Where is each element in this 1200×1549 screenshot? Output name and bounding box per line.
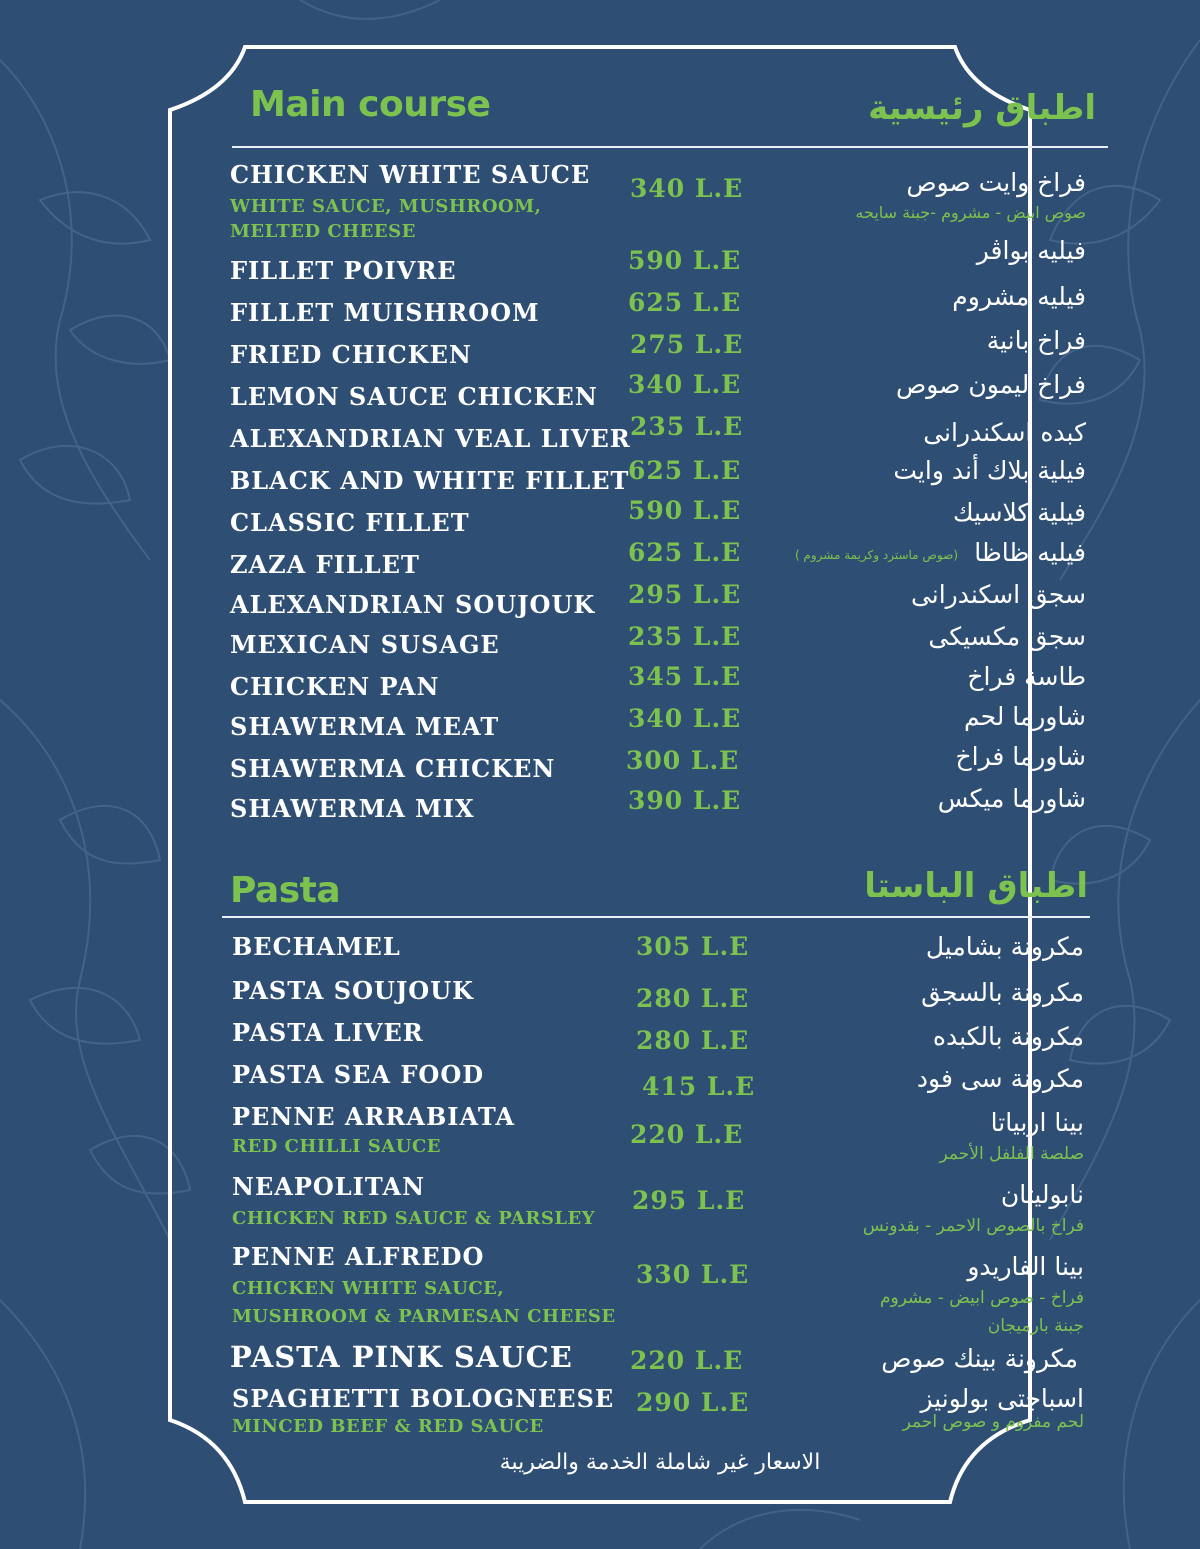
- item-name-en: CLASSIC FILLET: [230, 508, 470, 537]
- item-price: 625 L.E: [628, 538, 742, 567]
- item-name-ar: بينا الفاريدو: [967, 1252, 1084, 1281]
- item-name-en: PASTA LIVER: [232, 1018, 424, 1047]
- item-name-en: CHICKEN PAN: [230, 672, 440, 701]
- pasta-divider: [222, 916, 1090, 918]
- item-name-en: ZAZA FILLET: [230, 550, 420, 579]
- item-name-en: PENNE ALFREDO: [232, 1242, 485, 1271]
- item-name-ar: طاسة فراخ: [967, 662, 1086, 691]
- item-name-ar: مكرونة سى فود: [916, 1064, 1084, 1093]
- item-name-ar: مكرونة بالسجق: [921, 978, 1084, 1007]
- item-desc-ar: صوص ابيض - مشروم -جبنة سايحه: [855, 203, 1086, 222]
- item-price: 340 L.E: [628, 370, 742, 399]
- item-desc-ar: صلصة الفلفل الأحمر: [939, 1144, 1084, 1164]
- item-desc-ar: لحم مفروم و صوص احمر: [902, 1412, 1084, 1432]
- item-name-ar: مكرونة بشاميل: [925, 932, 1084, 961]
- item-price: 235 L.E: [628, 622, 742, 651]
- item-name-ar: شاورما ميكس: [937, 784, 1086, 813]
- item-name-en: ALEXANDRIAN SOUJOUK: [230, 590, 596, 619]
- item-name-ar: مكرونة بينك صوص: [881, 1344, 1078, 1373]
- item-price: 295 L.E: [632, 1186, 746, 1215]
- item-price: 345 L.E: [628, 662, 742, 691]
- item-desc-en: WHITE SAUCE, MUSHROOM,: [230, 196, 542, 217]
- item-name-ar: سجق مكسيكى: [928, 622, 1086, 651]
- item-price: 390 L.E: [628, 786, 742, 815]
- item-desc-en: MELTED CHEESE: [230, 221, 416, 242]
- item-note-ar: (صوص ماسترد وكريمة مشروم ): [794, 548, 958, 562]
- item-name-ar: نابوليتان: [1000, 1180, 1084, 1209]
- item-name-ar: بينا اربياتا: [990, 1108, 1084, 1137]
- item-name-ar: فيلية بلاك أند وايت: [893, 456, 1086, 485]
- main-course-divider: [232, 146, 1108, 148]
- item-name-ar: شاورما لحم: [963, 702, 1086, 731]
- item-name-en: SHAWERMA CHICKEN: [230, 754, 556, 783]
- item-name-en: FILLET MUISHROOM: [230, 298, 540, 327]
- item-price: 340 L.E: [628, 704, 742, 733]
- item-desc-ar: جبنة بارميجان: [987, 1316, 1084, 1336]
- item-price: 340 L.E: [630, 174, 744, 203]
- item-desc-ar: فراخ بالصوص الاحمر - بقدونس: [862, 1216, 1084, 1236]
- item-desc-en: MUSHROOM & PARMESAN CHEESE: [232, 1306, 616, 1327]
- item-name-ar: كبده اسكندرانى: [923, 418, 1086, 447]
- item-name-ar: مكرونة بالكبده: [932, 1022, 1084, 1051]
- item-price: 625 L.E: [628, 288, 742, 317]
- item-name-en: PASTA PINK SAUCE: [230, 1340, 573, 1374]
- item-name-ar: فيليه بواڤر: [976, 236, 1086, 265]
- item-price: 330 L.E: [636, 1260, 750, 1289]
- item-price: 280 L.E: [636, 1026, 750, 1055]
- item-name-en: MEXICAN SUSAGE: [230, 630, 500, 659]
- item-price: 235 L.E: [630, 412, 744, 441]
- item-desc-en: MINCED BEEF & RED SAUCE: [232, 1416, 544, 1437]
- item-name-en: LEMON SAUCE CHICKEN: [230, 382, 598, 411]
- pasta-title-en: Pasta: [230, 870, 341, 911]
- item-name-en: FRIED CHICKEN: [230, 340, 472, 369]
- item-price: 590 L.E: [628, 246, 742, 275]
- item-name-en: PASTA SEA FOOD: [232, 1060, 485, 1089]
- pasta-title-ar: اطباق الباستا: [864, 866, 1088, 906]
- item-name-ar: سجق اسكندرانى: [910, 580, 1086, 609]
- item-name-ar: فراخ بانية: [986, 326, 1086, 355]
- item-price: 280 L.E: [636, 984, 750, 1013]
- item-price: 275 L.E: [630, 330, 744, 359]
- item-desc-en: CHICKEN RED SAUCE & PARSLEY: [232, 1208, 596, 1229]
- item-name-en: PENNE ARRABIATA: [232, 1102, 515, 1131]
- item-name-ar: فيليه مشروم: [952, 282, 1086, 311]
- main-course-title-en: Main course: [250, 84, 491, 125]
- item-name-ar: فيلية كلاسيك: [952, 498, 1086, 527]
- item-name-en: ALEXANDRIAN VEAL LIVER: [230, 424, 631, 453]
- item-price: 300 L.E: [626, 746, 740, 775]
- item-price: 295 L.E: [628, 580, 742, 609]
- item-name-ar: فيليه ظاظا: [974, 538, 1086, 567]
- item-desc-en: RED CHILLI SAUCE: [232, 1136, 442, 1157]
- item-price: 415 L.E: [642, 1072, 756, 1101]
- item-name-ar: اسباجتى بولونيز: [920, 1384, 1084, 1413]
- item-name-en: SHAWERMA MIX: [230, 794, 475, 823]
- price-disclaimer: الاسعار غير شاملة الخدمة والضريبة: [499, 1450, 821, 1475]
- item-price: 625 L.E: [628, 456, 742, 485]
- item-name-en: PASTA SOUJOUK: [232, 976, 474, 1005]
- main-course-title-ar: اطباق رئيسية: [868, 88, 1096, 128]
- item-name-ar: فراخ ليمون صوص: [896, 370, 1086, 399]
- item-desc-ar: فراخ - صوص ابيض - مشروم: [879, 1288, 1084, 1308]
- item-name-ar: شاورما فراخ: [955, 742, 1086, 771]
- item-price: 590 L.E: [628, 496, 742, 525]
- item-name-ar: فراخ وايت صوص: [906, 168, 1086, 197]
- item-price: 220 L.E: [630, 1346, 744, 1375]
- item-price: 220 L.E: [630, 1120, 744, 1149]
- item-name-en: BLACK AND WHITE FILLET: [230, 466, 630, 495]
- item-price: 290 L.E: [636, 1388, 750, 1417]
- item-name-en: FILLET POIVRE: [230, 256, 457, 285]
- item-desc-en: CHICKEN WHITE SAUCE,: [232, 1278, 505, 1299]
- item-name-en: NEAPOLITAN: [232, 1172, 426, 1201]
- item-name-en: SPAGHETTI BOLOGNEESE: [232, 1384, 615, 1413]
- item-name-en: CHICKEN WHITE SAUCE: [230, 160, 591, 189]
- item-name-en: BECHAMEL: [232, 932, 401, 961]
- item-price: 305 L.E: [636, 932, 750, 961]
- item-name-en: SHAWERMA MEAT: [230, 712, 500, 741]
